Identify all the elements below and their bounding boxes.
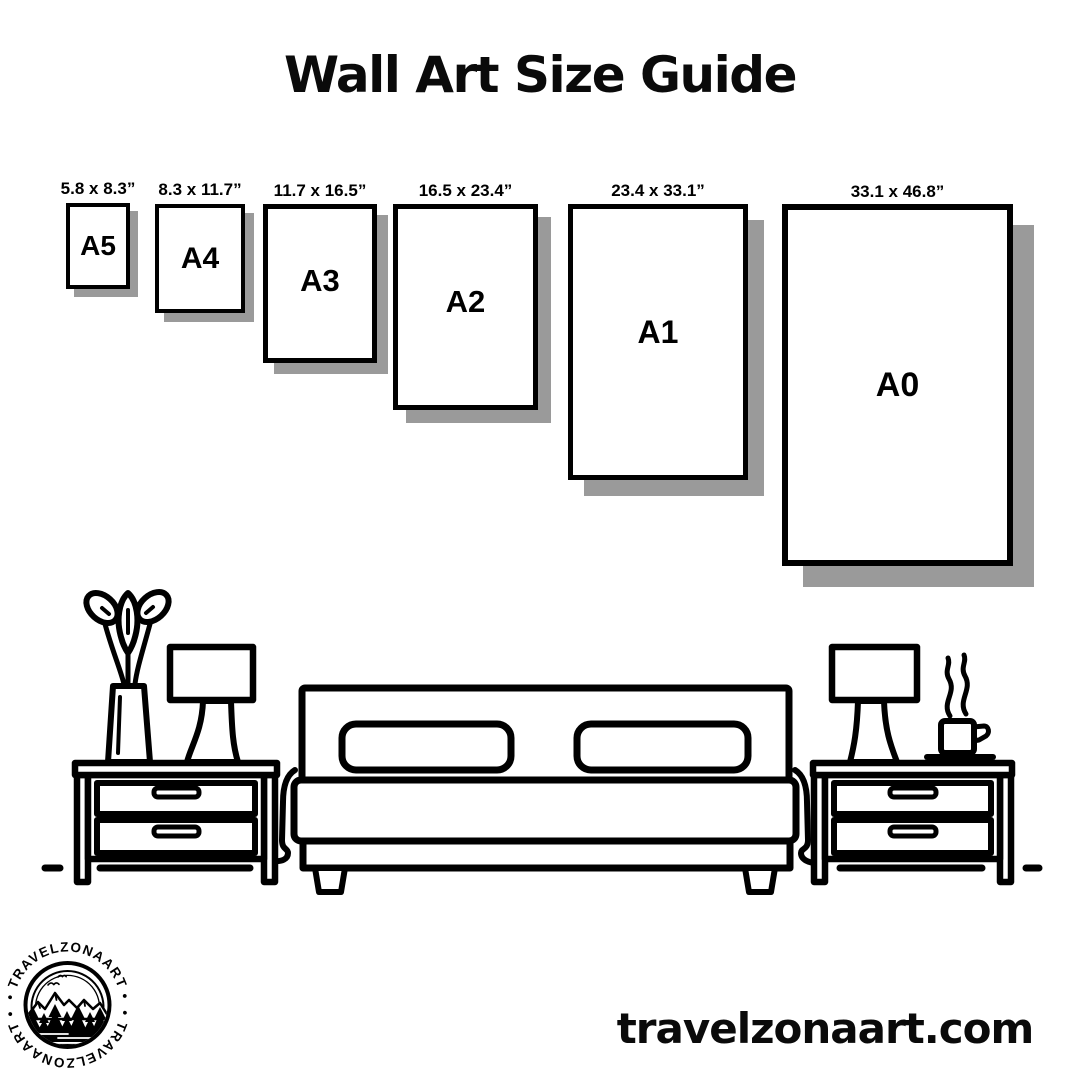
size-name-a1: A1 (637, 314, 679, 350)
brand-logo-badge (0, 935, 150, 1075)
size-name-a4: A4 (180, 241, 220, 275)
size-frame-a4 (155, 180, 245, 313)
size-dimensions-a2: 16.5 x 23.4” (418, 181, 513, 200)
nightstand-icon (813, 763, 1012, 882)
size-name-a2: A2 (445, 284, 486, 319)
size-name-a0: A0 (875, 366, 920, 404)
size-frame-a0 (782, 182, 1013, 566)
size-name-a5: A5 (80, 230, 116, 261)
double-bed-icon (273, 688, 821, 892)
brand-name-top: • TRAVELZONAART • (2, 939, 133, 1001)
size-frame-a5 (60, 179, 136, 289)
size-frame-a1 (568, 181, 748, 480)
brand-name-bottom: • TRAVELZONAART • (2, 1009, 133, 1071)
bedroom-illustration (0, 580, 1080, 910)
size-frame-a2 (393, 181, 538, 410)
size-name-a3: A3 (300, 263, 340, 298)
steam-icon (947, 658, 951, 716)
size-frame-a3 (263, 181, 377, 363)
size-dimensions-a5: 5.8 x 8.3” (60, 179, 136, 198)
size-dimensions-a1: 23.4 x 33.1” (611, 181, 705, 200)
size-dimensions-a3: 11.7 x 16.5” (273, 181, 367, 200)
table-lamp-right-icon (832, 647, 917, 762)
nightstand-icon (75, 763, 277, 882)
size-dimensions-a4: 8.3 x 11.7” (158, 180, 242, 199)
coffee-cup-icon (927, 655, 993, 757)
plant-vase-icon (81, 586, 175, 762)
steam-icon (963, 655, 967, 714)
table-lamp-left-icon (170, 647, 253, 762)
website-url: travelzonaart.com (616, 1004, 1034, 1053)
size-dimensions-a0: 33.1 x 46.8” (850, 182, 945, 201)
page-title: Wall Art Size Guide (283, 46, 796, 104)
